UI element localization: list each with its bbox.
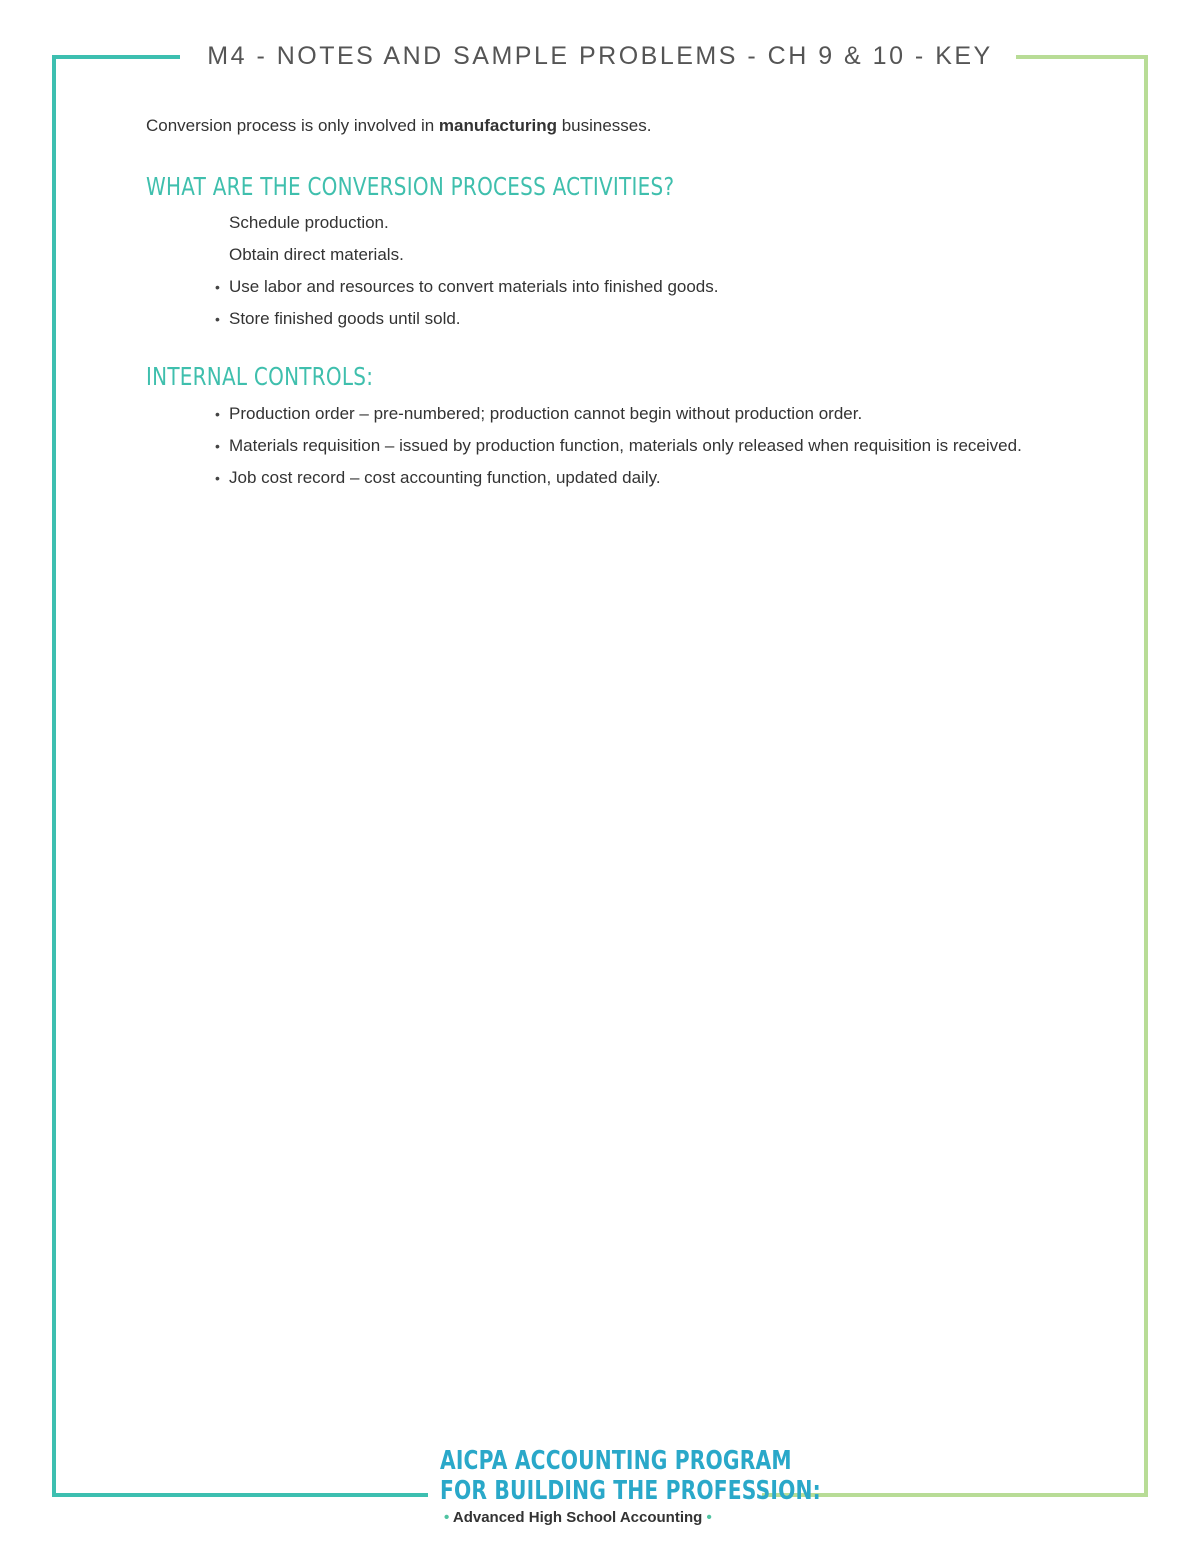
- section-heading-internal-controls: INTERNAL CONTROLS:: [146, 362, 374, 391]
- list-item-text: Materials requisition – issued by production function, materials only released when requisition is received.: [229, 436, 1022, 455]
- bullet: •: [215, 470, 220, 486]
- list-item-text: Job cost record – cost accounting function, updated daily.: [229, 468, 661, 487]
- activities-list: [213, 211, 1083, 339]
- bullet: •: [215, 279, 220, 295]
- list-item-text: Schedule production.: [229, 213, 389, 232]
- logo-line-1: AICPA ACCOUNTING PROGRAM: [440, 1446, 792, 1476]
- list-item: [213, 275, 1083, 299]
- list-item-text: Use labor and resources to convert materials into finished goods.: [229, 277, 719, 296]
- list-item: [213, 307, 1083, 331]
- internal-controls-list: [213, 402, 1083, 498]
- bullet: •: [215, 406, 220, 422]
- logo-dot-left: •: [444, 1509, 450, 1526]
- intro-text-before: Conversion process is only involved in: [146, 116, 439, 135]
- intro-text-bold: manufacturing: [438, 116, 557, 135]
- logo-line-2: FOR BUILDING THE PROFESSION:: [440, 1476, 821, 1506]
- list-item: [213, 243, 1083, 267]
- list-item: [213, 466, 1083, 490]
- list-item-text: Obtain direct materials.: [229, 245, 404, 264]
- intro-text-after: businesses.: [556, 116, 652, 135]
- list-item-text: Production order – pre-numbered; production cannot begin without production order.: [229, 404, 863, 423]
- bullet: •: [215, 438, 220, 454]
- bullet: •: [215, 311, 220, 327]
- list-item: [213, 434, 1083, 458]
- list-item: [213, 211, 1083, 235]
- list-item: [213, 402, 1083, 426]
- aicpa-logo: [440, 1446, 821, 1526]
- intro-paragraph: [146, 116, 651, 136]
- list-item-text: Store finished goods until sold.: [229, 309, 461, 328]
- logo-subtitle-text: Advanced High School Accounting: [449, 1509, 707, 1526]
- logo-subtitle: [444, 1509, 760, 1526]
- logo-dot-right: •: [706, 1509, 712, 1526]
- section-heading-activities: WHAT ARE THE CONVERSION PROCESS ACTIVITIES?: [146, 172, 675, 201]
- page-title: M4 - NOTES AND SAMPLE PROBLEMS - CH 9 & 10 - KEY: [207, 42, 993, 70]
